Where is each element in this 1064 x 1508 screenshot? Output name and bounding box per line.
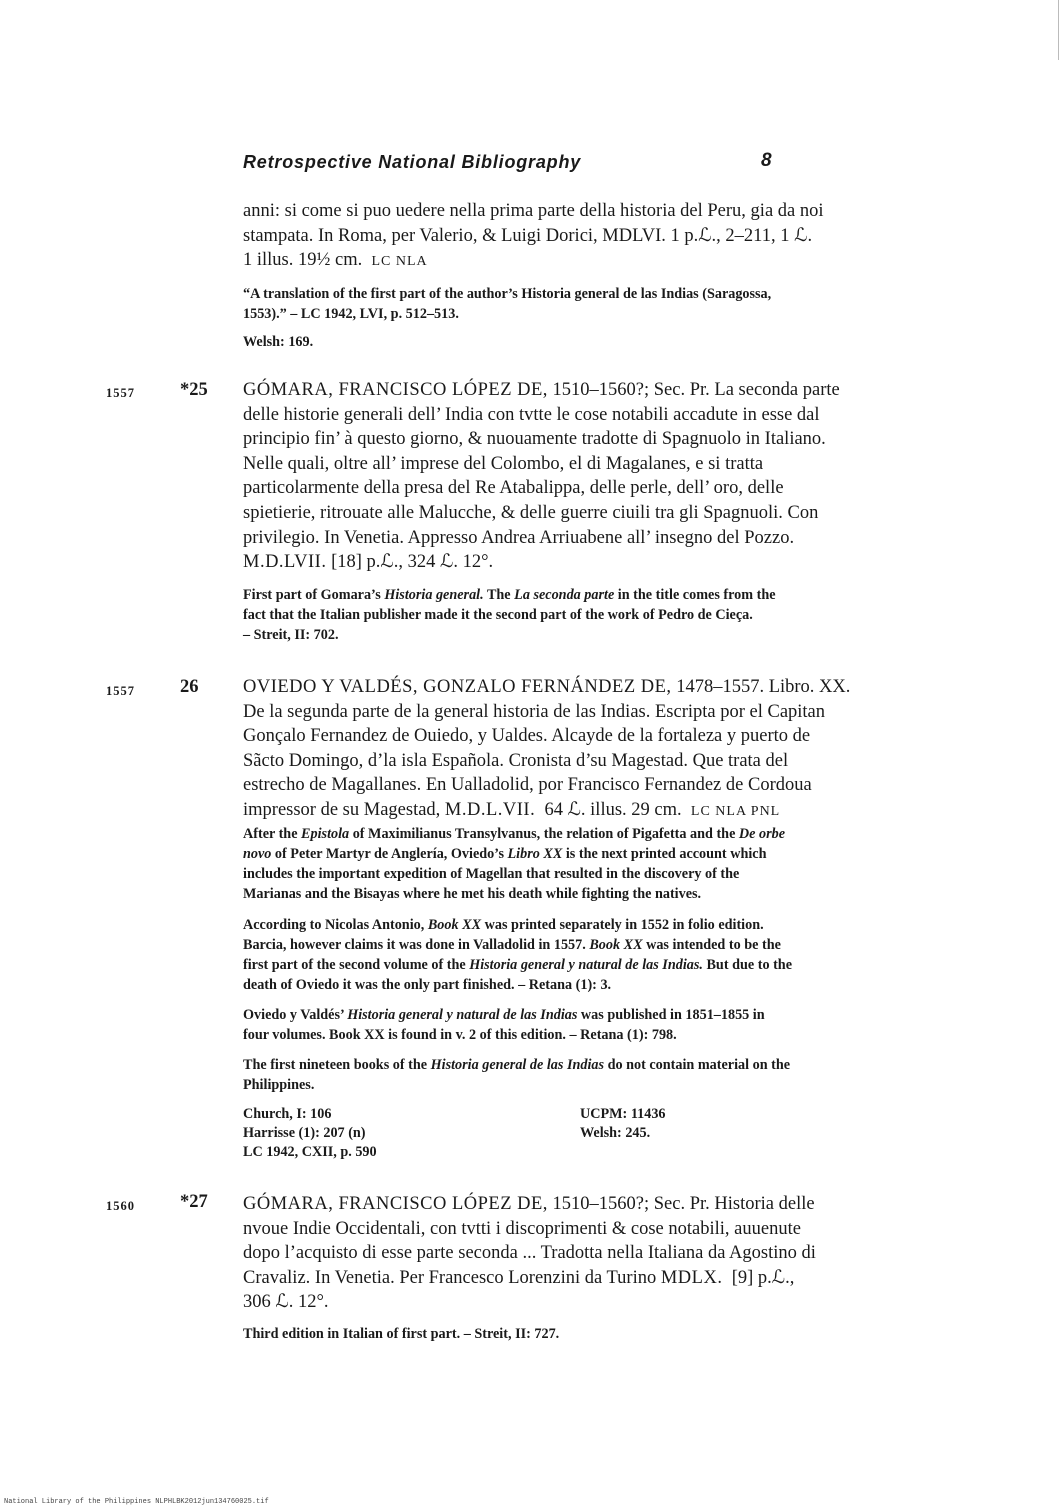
entry-27: GÓMARA, FRANCISCO LÓPEZ DE, 1510–1560?; Sec. Pr. Historia delle nvoue Indie Occidentali, con tvtti i discoprimenti & cose notabili, auuenute dopo l’acquisto di esse parte seconda ... Tradotta nella Italiana da Agostino di Cravaliz. In Venetia. Per Francesco Lorenzini da Turino MDLX. [9] p.ℒ., 306 ℒ. 12°. [243,1194,816,1313]
entry-26: OVIEDO Y VALDÉS, GONZALO FERNÁNDEZ DE, 1478–1557. Libro. XX. De la segunda parte de la general historia de las Indias. Escripta por el Capitan Gonçalo Fernandez de Ouiedo, y Ualdes. Alcayde de la fortaleza y puerto de Sãcto Domingo, d’la isla Española. Cronista d’su Magestad. Que trata del estrecho de Magallanes. En Ualladolid, por Francisco Fernandez de Cordoua impressor de su Magestad, M.D.L.VII. 64 ℒ. illus. 29 cm. LC NLA PNL [243,677,851,820]
entry-note: According to Nicolas Antonio, Book XX was printed separately in 1552 in folio edition. Barcia, however claims it was done in Valladolid in 1557. Book XX was intended to be the first part of the second volume of the Historia general y natural de las Indias. But due to the death of Oviedo it was the only part finished. – Retana (1): 3. [243,917,792,993]
entry-year: 1560 [106,1199,135,1213]
entry-note: Oviedo y Valdés’ Historia general y natural de las Indias was published in 1851–1855 in four volumes. Book XX is found in v. 2 of this edition. – Retana (1): 798. [243,1007,765,1043]
holdings: LC NLA PNL [690,803,781,819]
scan-footer: National Library of the Philippines NLPHLBK2012jun134760025.tif [4,1498,269,1506]
entry-25: GÓMARA, FRANCISCO LÓPEZ DE, 1510–1560?; Sec. Pr. La seconda parte delle historie generali dell’ India con tvtte le cose notabili accadute in esse dal principio fin’ à questo giorno, & nuouamente tradotte di Spagnuolo in Italiano. Nelle quali, oltre all’ imprese del Colombo, el di Magalanes, e si tratta particolarmente della presa del Re Atabalippa, delle perle, dell’ oro, delle spietierie, ritrouate alle Malucche, & delle guerre ciuili tra gli Spagnuoli. Con privilegio. In Venetia. Appresso Andrea Arriuabene all’ insegno del Pozzo. M.D.LVII. [18] p.ℒ., 324 ℒ. 12°. [243,380,840,573]
page-number: 8 [761,150,772,171]
entry-number: 26 [180,677,199,697]
entry-note: The first nineteen books of the Historia general de las Indias do not contain material on the Philippines. [243,1057,791,1093]
entry-year: 1557 [106,684,135,698]
running-title: Retrospective National Bibliography [243,152,582,172]
author-name: OVIEDO Y VALDÉS, GONZALO FERNÁNDEZ DE, [243,677,672,697]
continued-entry [243,199,893,275]
references-right: UCPM: 11436 Welsh: 245. [580,1106,666,1141]
entry-note: After the Epistola of Maximilianus Transylvanus, the relation of Pigafetta and the De orbe novo of Peter Martyr de Anglería, Oviedo’s Libro XX is the next printed account which includes the important expedition of Magellan that resulted in the discovery of the Marianas and the Bisayas where he met his death while fighting the natives. [243,826,786,902]
text-line: stampata. In Roma, per Valerio, & Luigi Dorici, MDLVI. 1 p.ℒ., 2–211, 1 ℒ. [243,225,813,246]
entry-number: *25 [180,380,208,400]
scan-edge [1058,0,1059,60]
author-name: GÓMARA, FRANCISCO LÓPEZ DE, [243,380,548,400]
entry-note: Welsh: 169. [243,334,314,350]
holdings: LC NLA [371,254,428,270]
references-left: Church, I: 106 Harrisse (1): 207 (n) LC 1942, CXII, p. 590 [243,1106,377,1160]
text-line: anni: si come si puo uedere nella prima parte della historia del Peru, gia da noi [243,201,824,221]
author-name: GÓMARA, FRANCISCO LÓPEZ DE, [243,1194,548,1214]
entry-year: 1557 [106,386,135,400]
text-line: 1 illus. 19½ cm. LC NLA [243,250,428,271]
entry-number: *27 [180,1192,208,1212]
entry-note: First part of Gomara’s Historia general. The La seconda parte in the title comes from the fact that the Italian publisher made it the second part of the work of Pedro de Cieça. – Streit, II: 702. [243,587,776,643]
entry-note: Third edition in Italian of first part. – Streit, II: 727. [243,1326,560,1342]
entry-note: “A translation of the first part of the author’s Historia general de las Indias (Saragossa, 1553).” – LC 1942, LVI, p. 512–513. [243,286,772,322]
